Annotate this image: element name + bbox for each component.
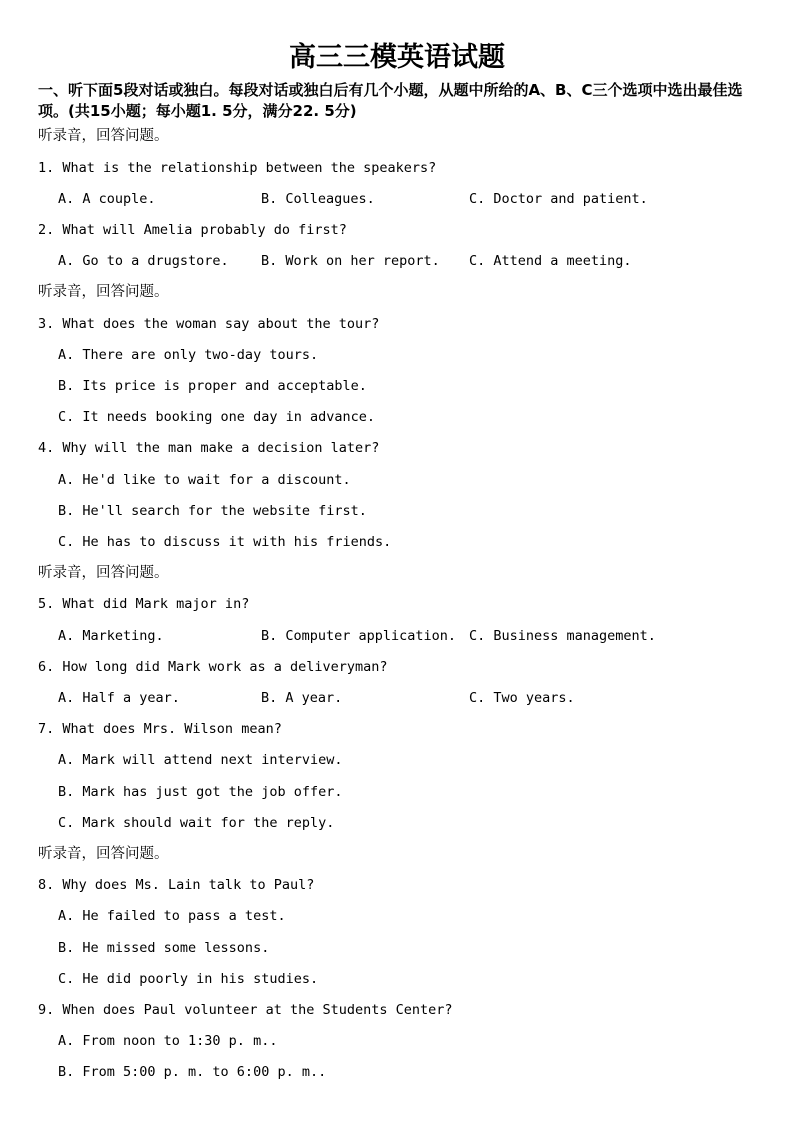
question-stem: 3. What does the woman say about the tour? xyxy=(38,316,380,332)
option-b: B. Its price is proper and acceptable. xyxy=(58,378,367,394)
option-a: A. He'd like to wait for a discount. xyxy=(58,472,351,488)
question-stem: 4. Why will the man make a decision later? xyxy=(38,440,380,456)
option-c: C. Doctor and patient. xyxy=(469,191,648,207)
option-c: C. It needs booking one day in advance. xyxy=(58,409,375,425)
option-c: C. He has to discuss it with his friends. xyxy=(58,534,392,550)
option-c: C. Attend a meeting. xyxy=(469,253,632,269)
option-c: C. He did poorly in his studies. xyxy=(58,971,319,987)
question-stem: 5. What did Mark major in? xyxy=(38,596,250,612)
option-b: B. Colleagues. xyxy=(261,191,375,207)
page-title: 高三三模英语试题 xyxy=(289,42,505,73)
listening-instruction: 听录音，回答问题。 xyxy=(38,565,169,581)
listening-instruction: 听录音，回答问题。 xyxy=(38,128,169,144)
question-stem: 7. What does Mrs. Wilson mean? xyxy=(38,721,282,737)
question-stem: 8. Why does Ms. Lain talk to Paul? xyxy=(38,877,315,893)
option-a: A. Half a year. xyxy=(58,690,180,706)
option-b: B. From 5:00 p. m. to 6:00 p. m.. xyxy=(58,1064,327,1080)
option-c: C. Two years. xyxy=(469,690,575,706)
option-b: B. He missed some lessons. xyxy=(58,940,270,956)
option-b: B. A year. xyxy=(261,690,343,706)
option-a: A. There are only two-day tours. xyxy=(58,347,319,363)
option-c: C. Mark should wait for the reply. xyxy=(58,815,335,831)
question-stem: 2. What will Amelia probably do first? xyxy=(38,222,347,238)
option-b: B. Mark has just got the job offer. xyxy=(58,784,343,800)
option-a: A. From noon to 1:30 p. m.. xyxy=(58,1033,278,1049)
option-a: A. He failed to pass a test. xyxy=(58,908,286,924)
option-a: A. Marketing. xyxy=(58,628,164,644)
listening-instruction: 听录音，回答问题。 xyxy=(38,846,169,862)
option-c: C. Business management. xyxy=(469,628,656,644)
question-stem: 6. How long did Mark work as a deliveryman? xyxy=(38,659,388,675)
option-a: A. A couple. xyxy=(58,191,156,207)
option-b: B. Work on her report. xyxy=(261,253,440,269)
option-a: A. Go to a drugstore. xyxy=(58,253,229,269)
section-heading: 一、听下面5段对话或独白。每段对话或独白后有几个小题，从题中所给的A、B、C三个选项中选出最佳选项。(共15小题；每小题1. 5分，满分22. 5分) xyxy=(38,81,743,120)
question-stem: 9. When does Paul volunteer at the Students Center? xyxy=(38,1002,453,1018)
option-a: A. Mark will attend next interview. xyxy=(58,752,343,768)
option-b: B. He'll search for the website first. xyxy=(58,503,367,519)
option-b: B. Computer application. xyxy=(261,628,457,644)
question-stem: 1. What is the relationship between the speakers? xyxy=(38,160,437,176)
listening-instruction: 听录音，回答问题。 xyxy=(38,284,169,300)
